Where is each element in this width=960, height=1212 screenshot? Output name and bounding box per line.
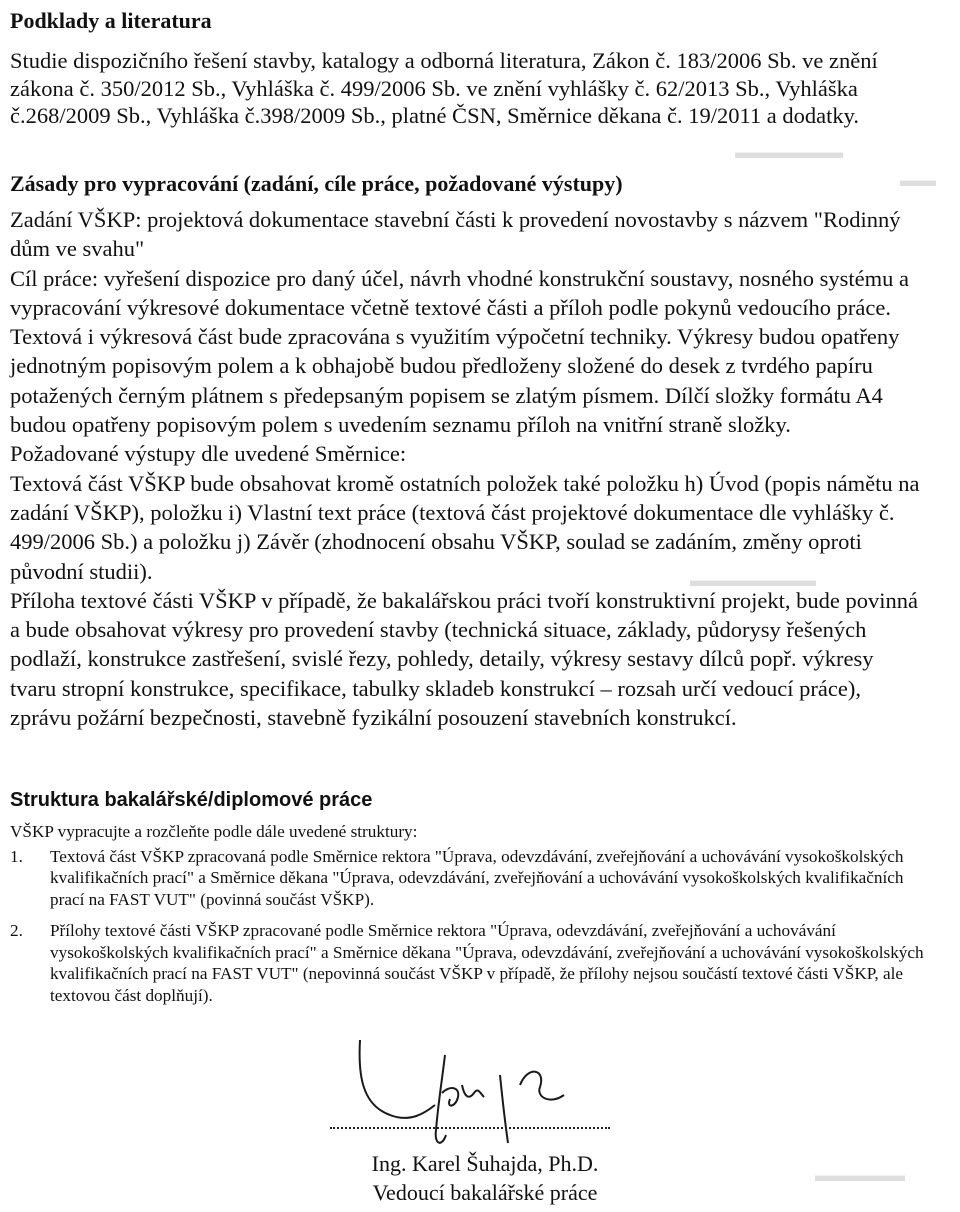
attachment-text: Příloha textové části VŠKP v případě, že bakalářskou práci tvoří konstruktivní projekt, bude povinná a bude obsahovat výkresy pro provedení stavby (technická situace, základy, půdorysy řešených podlaží, konstrukce zastřešení, svislé řezy, pohledy, detaily, výkresy sestavy dílců popř. výkresy tvaru stropní konstrukce, specifikace, tabulky skladeb konstrukcí – rozsah určí vedoucí práce), zprávu požární bezpečnosti, stavebně fyzikální posouzení stavebních konstrukcí. — [10, 587, 918, 731]
structure-item — [10, 920, 935, 1006]
structure-item — [10, 846, 935, 911]
structure-item-text: Textová část VŠKP zpracovaná podle Směrnice rektora "Úprava, odevzdávání, zveřejňování a uchovávání vysokoškolských kvalifikačních prací" a Směrnice děkana "Úprava, odevzdávání, zveřejňování a uchovávání vysokoškolských kvalifikačních prací na FAST VUT" (povinná součást VŠKP). — [50, 846, 904, 909]
section-sources-heading: Podklady a literatura — [10, 8, 212, 33]
structure-item-number: 1. — [10, 846, 23, 866]
bleed-through-mark: ▬▬ — [900, 170, 936, 190]
outputs-text: Textová část VŠKP bude obsahovat kromě ostatních položek také položku h) Úvod (popis námětu na zadání VŠKP), položku i) Vlastní text práce (textová část projektové dokumentace dle vyhlášky č. 499/2006 Sb.) a položku j) Závěr (zhodnocení obsahu VŠKP, soulad se zadáním, změny oproti původní studii). — [10, 470, 920, 584]
goal-text: Cíl práce: vyřešení dispozice pro daný účel, návrh vhodné konstrukční soustavy, nosného systému a vypracování výkresové dokumentace včetně textové části a příloh podle pokynů vedoucího práce. Textová i výkresová část bude zpracována s využitím výpočetní techniky. Výkresy budou opatřeny jednotným popisovým polem a k obhajobě budou předloženy složené do desek z tvrdého papíru potažených černým plátnem s předepsaným popisem se zlatým písmem. Dílčí složky formátu A4 budou opatřeny popisovým polem s uvedením seznamu příloh na vnitřní straně složky. — [10, 265, 909, 438]
handwritten-signature — [350, 1035, 590, 1155]
bleed-through-mark: ▬▬▬▬▬ — [815, 1165, 905, 1185]
structure-list — [10, 846, 935, 1007]
structure-item-text: Přílohy textové části VŠKP zpracované podle Směrnice rektora "Úprava, odevzdávání, zveřejňování a uchovávání vysokoškolských kvalifikačních prací" a Směrnice děkana "Úprava, odevzdávání, zveřejňování a uchovávání vysokoškolských kvalifikačních prací na FAST VUT" (nepovinná součást VŠKP v případě, že přílohy nejsou součástí textové části VŠKP, ale textovou část doplňují). — [50, 921, 924, 1005]
structure-intro: VŠKP vypracujte a rozčleňte podle dále uvedené struktury: — [10, 822, 418, 841]
section-principles — [10, 171, 936, 732]
section-structure-heading: Struktura bakalářské/diplomové práce — [10, 789, 373, 811]
section-sources — [10, 8, 936, 130]
bleed-through-mark: ▬▬▬▬▬▬ — [735, 142, 843, 162]
signatory-role: Vedoucí bakalářské práce — [372, 1180, 598, 1205]
structure-item-number: 2. — [10, 921, 23, 940]
section-principles-heading: Zásady pro vypracování (zadání, cíle práce, požadované výstupy) — [10, 171, 623, 196]
section-sources-text: Studie dispozičního řešení stavby, katalogy a odborná literatura, Zákon č. 183/2006 Sb. ve znění zákona č. 350/2012 Sb., Vyhláška č. 499/2006 Sb. ve znění vyhlášky č. 62/2013 Sb., Vyhláška č.268/2009 Sb., Vyhláška č.398/2009 Sb., platné ČSN, Směrnice děkana č. 19/2011 a dodatky. — [10, 48, 878, 129]
assignment-text: Zadání VŠKP: projektová dokumentace stavební části k provedení novostavby s názvem "Rodinný dům ve svahu" — [10, 207, 901, 262]
bleed-through-mark: ▬▬▬▬▬▬▬ — [690, 570, 816, 590]
signature-line — [330, 1127, 610, 1129]
section-structure — [10, 788, 936, 1006]
outputs-intro: Požadované výstupy dle uvedené Směrnice: — [10, 441, 407, 467]
signatory-name: Ing. Karel Šuhajda, Ph.D. — [371, 1151, 599, 1176]
